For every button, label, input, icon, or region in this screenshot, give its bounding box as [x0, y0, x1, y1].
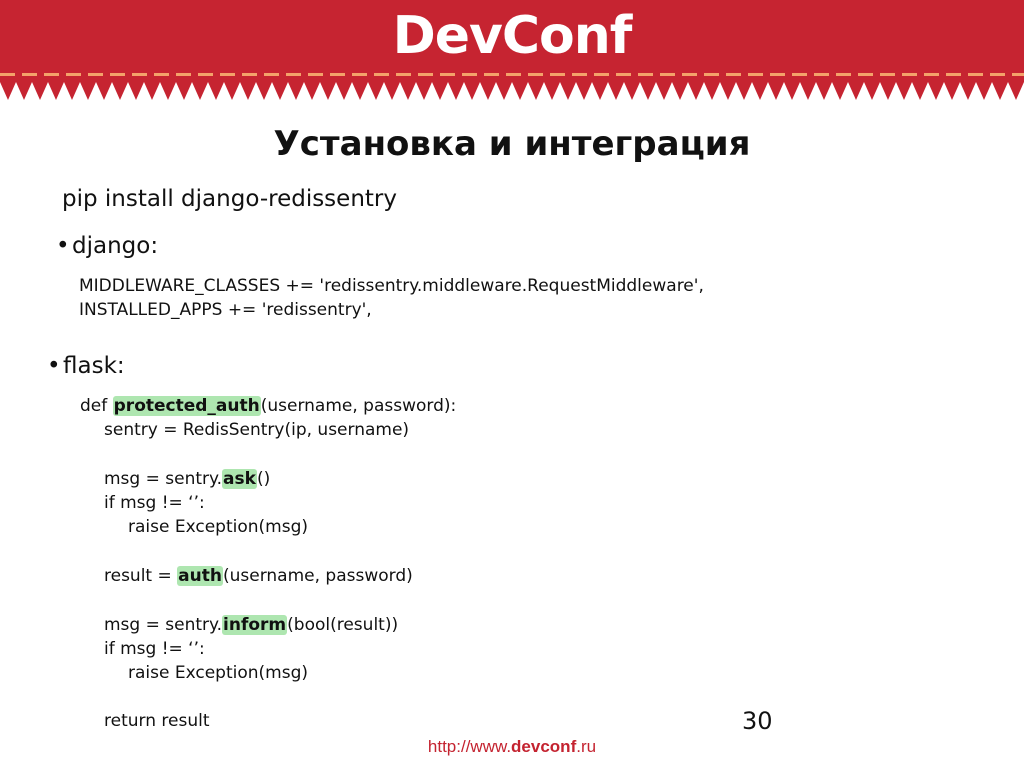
flask-code-line-auth	[104, 564, 413, 588]
stripe-dash	[836, 73, 851, 76]
devconf-logo	[0, 6, 1024, 66]
highlight-inform: inform	[223, 615, 287, 635]
stripe-dash	[726, 73, 741, 76]
highlight-protected-auth: protected_auth	[113, 396, 260, 416]
code-text: msg = sentry.	[104, 615, 223, 635]
zigzag-path	[0, 82, 1024, 100]
code-text: def	[80, 396, 113, 416]
flask-code-line-def	[80, 394, 456, 418]
stripe-dash	[308, 73, 323, 76]
django-code-line-1: MIDDLEWARE_CLASSES += 'redissentry.middleware.RequestMiddleware',	[79, 276, 704, 296]
bullet-icon: •	[47, 353, 61, 379]
stripe-dash	[220, 73, 235, 76]
flask-code-line-raise-2: raise Exception(msg)	[128, 663, 308, 683]
stripe-dash	[198, 73, 213, 76]
bullet-icon: •	[56, 233, 70, 259]
url-domain: devconf	[511, 737, 577, 756]
header-zigzag-edge	[0, 82, 1024, 100]
code-text: (username, password)	[222, 566, 413, 586]
stripe-dash	[264, 73, 279, 76]
url-prefix: http://www.	[427, 737, 512, 756]
stripe-dash	[110, 73, 125, 76]
url-tld: .ru	[576, 737, 597, 756]
stripe-dash	[528, 73, 543, 76]
stripe-dash	[462, 73, 477, 76]
stripe-dash	[506, 73, 521, 76]
stripe-dash	[154, 73, 169, 76]
stripe-dash	[946, 73, 961, 76]
stripe-dash	[1012, 73, 1024, 76]
code-text: result =	[104, 566, 178, 586]
stripe-dash	[352, 73, 367, 76]
stripe-dash	[0, 73, 15, 76]
stripe-dash	[418, 73, 433, 76]
flask-heading	[47, 351, 125, 381]
stripe-dash	[242, 73, 257, 76]
stripe-dash	[660, 73, 675, 76]
django-label: django:	[72, 233, 159, 259]
stripe-dash	[66, 73, 81, 76]
highlight-ask: ask	[223, 469, 256, 489]
code-text: msg = sentry.	[104, 469, 223, 489]
flask-code-line-raise-1: raise Exception(msg)	[128, 517, 308, 537]
stripe-dash	[858, 73, 873, 76]
stripe-dash	[286, 73, 301, 76]
stripe-dash	[44, 73, 59, 76]
stripe-dash	[374, 73, 389, 76]
stripe-dash	[968, 73, 983, 76]
flask-code-line-sentry: sentry = RedisSentry(ip, username)	[104, 420, 410, 440]
stripe-dash	[396, 73, 411, 76]
footer-url[interactable]	[0, 736, 1024, 758]
stripe-dash	[550, 73, 565, 76]
stripe-dash	[814, 73, 829, 76]
stripe-dash	[594, 73, 609, 76]
stripe-dash	[748, 73, 763, 76]
install-command: pip install django-redissentry	[62, 186, 397, 212]
highlight-auth: auth	[178, 566, 222, 586]
stripe-dash	[792, 73, 807, 76]
logo-text: DevConf	[392, 6, 632, 66]
slide-title: Установка и интеграция	[273, 124, 751, 164]
stripe-dash	[484, 73, 499, 76]
stripe-dash	[638, 73, 653, 76]
code-text: ()	[256, 469, 271, 489]
code-text: (username, password):	[260, 396, 457, 416]
stripe-dash	[132, 73, 147, 76]
stripe-dash	[176, 73, 191, 76]
django-heading	[56, 231, 158, 261]
django-code-line-2: INSTALLED_APPS += 'redissentry',	[79, 300, 372, 320]
flask-label: flask:	[63, 353, 125, 379]
stripe-dash	[704, 73, 719, 76]
flask-code-line-return: return result	[104, 711, 210, 731]
stripe-dash	[902, 73, 917, 76]
flask-code-line-inform	[104, 613, 398, 637]
stripe-dash	[616, 73, 631, 76]
stripe-dash	[330, 73, 345, 76]
stripe-dash	[880, 73, 895, 76]
stripe-dash	[924, 73, 939, 76]
flask-code-line-ask	[104, 467, 270, 491]
stripe-dash	[88, 73, 103, 76]
header-banner	[0, 0, 1024, 102]
stripe-dash	[682, 73, 697, 76]
page-number: 30	[742, 707, 773, 735]
code-text: (bool(result))	[287, 615, 399, 635]
stripe-dash	[990, 73, 1005, 76]
stripe-dash	[572, 73, 587, 76]
stripe-dash	[22, 73, 37, 76]
stripe-dash	[770, 73, 785, 76]
flask-code-line-if-1: if msg != ‘’:	[104, 493, 205, 513]
flask-code-line-if-2: if msg != ‘’:	[104, 639, 205, 659]
stripe-dash	[440, 73, 455, 76]
